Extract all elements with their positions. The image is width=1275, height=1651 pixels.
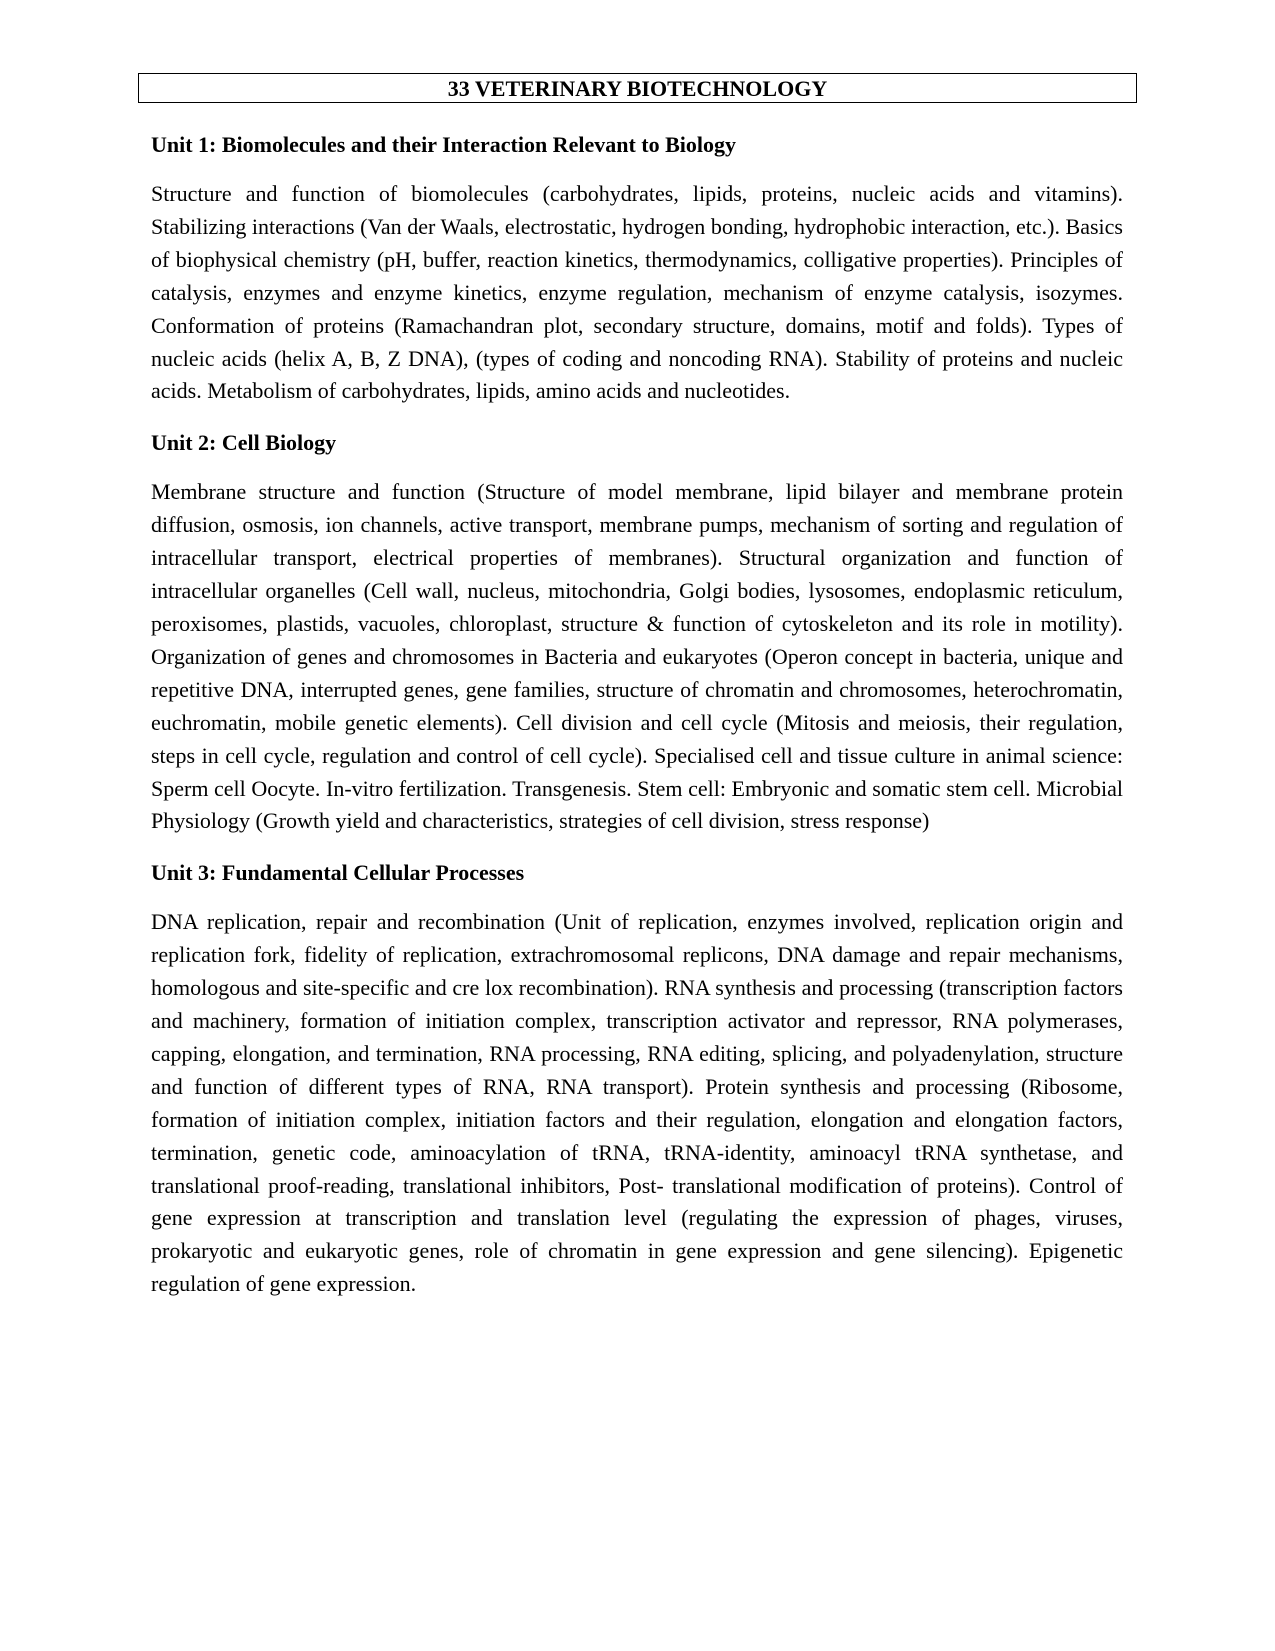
unit-1-heading: Unit 1: Biomolecules and their Interaction Relevant to Biology bbox=[151, 132, 736, 157]
unit-2-text: Membrane structure and function (Structure of model membrane, lipid bilayer and membrane protein diffusion, osmosis, ion channels, active transport, membrane pumps, mechanism of sorting and regulation of intracellular transport, electrical properties of membranes). Structural organization and function of intracellular organelles (Cell wall, nucleus, mitochondria, Golgi bodies, lysosomes, endoplasmic reticulum, peroxisomes, plastids, vacuoles, chloroplast, structure & function of cytoskeleton and its role in motility). Organization of genes and chromosomes in Bacteria and eukaryotes (Operon concept in bacteria, unique and repetitive DNA, interrupted genes, gene families, structure of chromatin and chromosomes, heterochromatin, euchromatin, mobile genetic elements). Cell division and cell cycle (Mitosis and meiosis, their regulation, steps in cell cycle, regulation and control of cell cycle). Specialised cell and tissue culture in animal science: Sperm cell Oocyte. In-vitro fertilization. Transgenesis. Stem cell: Embryonic and somatic stem cell. Microbial Physiology (Growth yield and characteristics, strategies of cell division, stress response) bbox=[151, 479, 1123, 834]
document-title: 33 VETERINARY BIOTECHNOLOGY bbox=[138, 73, 1137, 103]
document-page bbox=[138, 73, 1137, 1301]
unit-2-heading: Unit 2: Cell Biology bbox=[151, 430, 337, 456]
unit-3-heading: Unit 3: Fundamental Cellular Processes bbox=[151, 860, 525, 886]
unit-3-section bbox=[151, 858, 1123, 1301]
unit-1-text: Structure and function of biomolecules (carbohydrates, lipids, proteins, nucleic acids and vitamins). Stabilizing interactions (Van der Waals, electrostatic, hydrogen bonding, hydrophobic interaction, etc.). Basics of biophysical chemistry (pH, buffer, reaction kinetics, thermodynamics, colligative properties). Principles of catalysis, enzymes and enzyme kinetics, enzyme regulation, mechanism of enzyme catalysis, isozymes. Conformation of proteins (Ramachandran plot, secondary structure, domains, motif and folds). Types of nucleic acids (helix A, B, Z DNA), (types of coding and noncoding RNA). Stability of proteins and nucleic acids. Metabolism of carbohydrates, lipids, amino acids and nucleotides. bbox=[151, 181, 1123, 404]
unit-2-section bbox=[151, 428, 1123, 838]
unit-3-text: DNA replication, repair and recombination (Unit of replication, enzymes involved, replication origin and replication fork, fidelity of replication, extrachromosomal replicons, DNA damage and repair mechanisms, homologous and site-specific and cre lox recombination). RNA synthesis and processing (transcription factors and machinery, formation of initiation complex, transcription activator and repressor, RNA polymerases, capping, elongation, and termination, RNA processing, RNA editing, splicing, and polyadenylation, structure and function of different types of RNA, RNA transport). Protein synthesis and processing (Ribosome, formation of initiation complex, initiation factors and their regulation, elongation and elongation factors, termination, genetic code, aminoacylation of tRNA, tRNA-identity, aminoacyl tRNA synthetase, and translational proof-reading, translational inhibitors, Post- translational modification of proteins). Control of gene expression at transcription and translation level (regulating the expression of phages, viruses, prokaryotic and eukaryotic genes, role of chromatin in gene expression and gene silencing). Epigenetic regulation of gene expression. bbox=[151, 909, 1123, 1297]
unit-1-section bbox=[151, 130, 1123, 408]
